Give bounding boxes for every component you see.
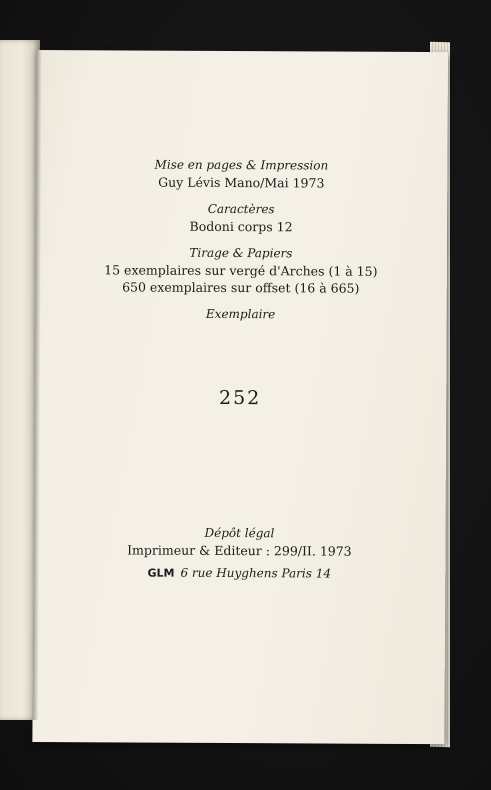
imprint-block (33, 524, 445, 583)
exemplaire-number-block (34, 386, 446, 410)
depot-line: Imprimeur & Editeur : 299/II. 1973 (127, 542, 352, 559)
exemplaire-number: 252 (218, 386, 262, 410)
tirage-line-2: 650 exemplaires sur offset (16 à 665) (122, 279, 360, 296)
address-text: 6 rue Huyghens Paris 14 (180, 565, 332, 581)
colophon-page (32, 50, 448, 744)
tirage-line-1: 15 exemplaires sur vergé d'Arches (1 à 15) (104, 262, 378, 279)
tirage-label: Tirage & Papiers (189, 245, 293, 261)
exemplaire-label: Exemplaire (205, 306, 276, 322)
address-line (33, 564, 445, 583)
caracteres-label: Caractères (207, 201, 275, 217)
colophon-block (35, 156, 448, 324)
mise-en-pages-label: Mise en pages & Impression (154, 157, 329, 173)
font-line: Bodoni corps 12 (189, 218, 293, 235)
printer-line: Guy Lévis Mano/Mai 1973 (158, 174, 325, 191)
depot-legal-label: Dépôt légal (204, 525, 275, 541)
glm-logo: GLM (147, 566, 175, 580)
